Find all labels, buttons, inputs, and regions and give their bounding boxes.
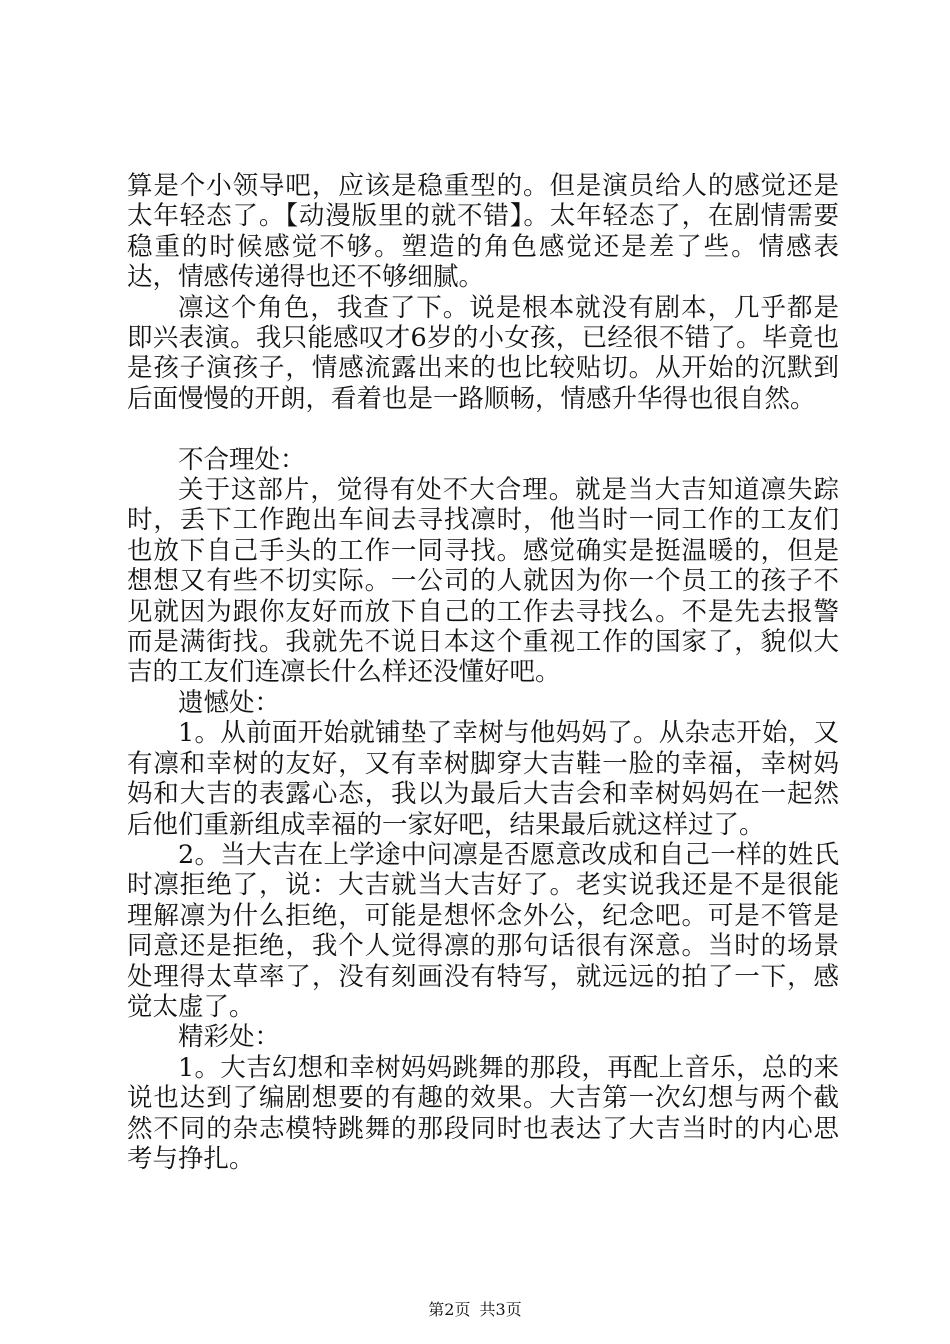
paragraph: 算是个小领导吧，应该是稳重型的。但是演员给人的感觉还是太年轻态了。【动漫版里的就不错】。太年轻态了，在剧情需要稳重的时候感觉不够。塑造的角色感觉还是差了些。情感表达，情感传递得也还不够细腻。 [127, 171, 839, 293]
paragraph: 1。从前面开始就铺垫了幸树与他妈妈了。从杂志开始，又有凛和幸树的友好，又有幸树脚穿大吉鞋一脸的幸福，幸树妈妈和大吉的表露心态，我以为最后大吉会和幸树妈妈在一起然后他们重新组成幸福的一家好吧，结果最后就这样过了。 [127, 718, 839, 840]
section-heading-highlights: 精彩处： [178, 1022, 281, 1053]
section-heading-regrets: 遗憾处： [178, 687, 281, 718]
page-number: 第2页 [428, 1300, 471, 1319]
paragraph: 凛这个角色，我查了下。说是根本就没有剧本，几乎都是即兴表演。我只能感叹才6岁的小女孩，已经很不错了。毕竟也是孩子演孩子，情感流露出来的也比较贴切。从开始的沉默到后面慢慢的开朗，看着也是一路顺畅，情感升华得也很自然。 [127, 292, 839, 414]
paragraph: 1。大吉幻想和幸树妈妈跳舞的那段，再配上音乐，总的来说也达到了编剧想要的有趣的效果。大吉第一次幻想与两个截然不同的杂志模特跳舞的那段同时也表达了大吉当时的内心思考与挣扎。 [127, 1052, 839, 1174]
page-footer [0, 1300, 950, 1320]
section-heading-unreasonable: 不合理处： [178, 444, 306, 475]
page-total: 共3页 [479, 1300, 522, 1319]
document-body [127, 171, 839, 1174]
paragraph: 关于这部片，觉得有处不大合理。就是当大吉知道凛失踪时，丢下工作跑出车间去寻找凛时，他当时一同工作的工友们也放下自己手头的工作一同寻找。感觉确实是挺温暖的，但是想想又有些不切实际。一公司的人就因为你一个员工的孩子不见就因为跟你友好而放下自己的工作去寻找么。不是先去报警而是满街找。我就先不说日本这个重视工作的国家了，貌似大吉的工友们连凛长什么样还没懂好吧。 [127, 475, 839, 688]
blank-line [127, 414, 839, 444]
paragraph: 2。当大吉在上学途中问凛是否愿意改成和自己一样的姓氏时凛拒绝了，说：大吉就当大吉好了。老实说我还是不是很能理解凛为什么拒绝，可能是想怀念外公，纪念吧。可是不管是同意还是拒绝，我个人觉得凛的那句话很有深意。当时的场景处理得太草率了，没有刻画没有特写，就远远的拍了一下，感觉太虚了。 [127, 839, 839, 1022]
